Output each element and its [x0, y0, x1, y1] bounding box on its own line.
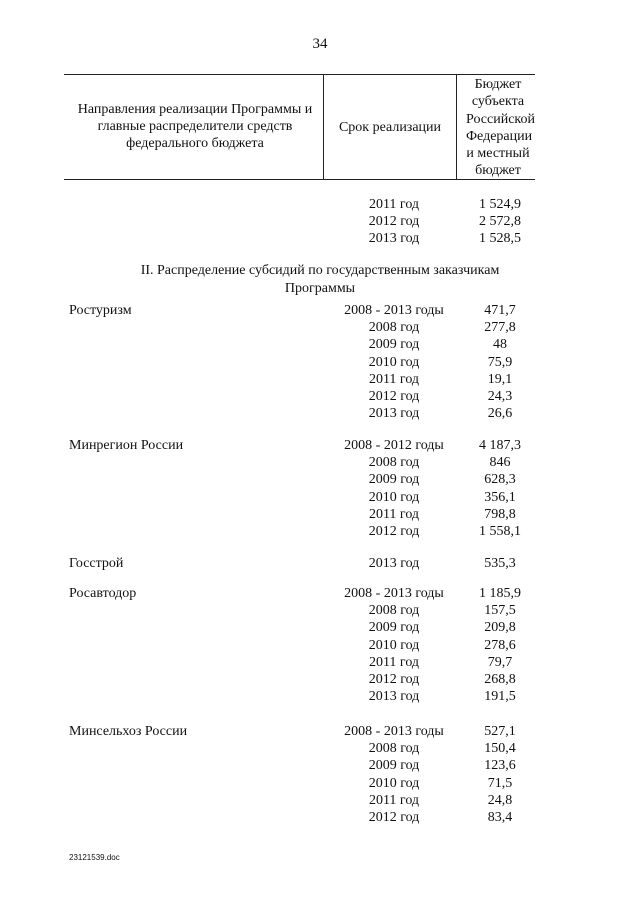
- value-cell: 19,1: [487, 371, 513, 387]
- year-cell: 2008 год: [368, 741, 420, 757]
- value-cell: 846: [489, 455, 511, 471]
- value-cell: 83,4: [487, 809, 513, 825]
- value-cell: 157,5: [484, 603, 516, 619]
- value-cell: 79,7: [487, 654, 513, 670]
- year-cell: 2008 - 2013 годы: [344, 586, 444, 601]
- year-cell: 2010 год: [368, 489, 420, 505]
- year-cell: 2013 год: [368, 231, 420, 247]
- value-cell: 278,6: [484, 637, 516, 653]
- value-cell: 4 187,3: [479, 438, 521, 453]
- value-cell: 123,6: [484, 758, 516, 774]
- table-row: [0, 757, 640, 774]
- year-cell: 2012 год: [368, 523, 420, 539]
- agency-name: Минсельхоз России: [69, 724, 188, 739]
- table-row: [0, 471, 640, 488]
- year-cell: 2010 год: [368, 637, 420, 653]
- year-cell: 2013 год: [368, 556, 420, 571]
- table-row: [0, 585, 640, 602]
- header-col-period: Срок реализации: [338, 120, 442, 135]
- value-cell: 1 185,9: [479, 586, 521, 601]
- table-row: [0, 302, 640, 319]
- table-row: [0, 354, 640, 371]
- value-cell: 471,7: [484, 303, 516, 318]
- value-cell: 527,1: [484, 724, 516, 739]
- header-divider-1: [323, 74, 324, 179]
- value-cell: 798,8: [484, 506, 516, 522]
- year-cell: 2009 год: [368, 620, 420, 636]
- table-row: [0, 555, 640, 572]
- table-row: [0, 454, 640, 471]
- year-cell: 2012 год: [368, 388, 420, 404]
- year-cell: 2013 год: [368, 689, 420, 705]
- table-row: [0, 775, 640, 792]
- table-row: [0, 336, 640, 353]
- table-row: [0, 792, 640, 809]
- header-col-directions: Направления реализации Программы и главные распределители средств федерального бюджета: [77, 102, 313, 151]
- page-number: 34: [312, 36, 328, 52]
- table-row: [0, 230, 640, 247]
- year-cell: 2012 год: [368, 671, 420, 687]
- year-cell: 2013 год: [368, 406, 420, 422]
- year-cell: 2011 год: [368, 371, 420, 387]
- agency-group-rosturizm: [0, 302, 640, 422]
- value-cell: 1 524,9: [479, 197, 521, 212]
- table-row: [0, 371, 640, 388]
- section-title: II. Распределение субсидий по государственным заказчикам Программы: [140, 263, 500, 296]
- table-row: [0, 740, 640, 757]
- table-row: [0, 506, 640, 523]
- agency-name: Минрегион России: [69, 438, 184, 453]
- table-row: [0, 213, 640, 230]
- year-cell: 2008 год: [368, 320, 420, 336]
- value-cell: 191,5: [484, 689, 516, 705]
- year-cell: 2010 год: [368, 354, 420, 370]
- year-cell: 2008 - 2013 годы: [344, 303, 444, 318]
- header-col-regional-budget: Бюджет субъекта Российской Федерации и местный бюджет: [466, 77, 535, 179]
- agency-group-minselkhoz: [0, 723, 640, 826]
- table-row: [0, 654, 640, 671]
- year-cell: 2011 год: [368, 792, 420, 808]
- year-cell: 2010 год: [368, 775, 420, 791]
- continuation-rows: [0, 196, 640, 248]
- agency-group-minregion: [0, 437, 640, 540]
- agency-group-rosavtodor: [0, 585, 640, 705]
- table-row: [0, 688, 640, 705]
- table-row: [0, 619, 640, 636]
- value-cell: 71,5: [487, 775, 513, 791]
- value-cell: 48: [493, 337, 507, 353]
- table-row: [0, 723, 640, 740]
- year-cell: 2009 год: [368, 758, 420, 774]
- value-cell: 26,6: [487, 406, 513, 422]
- header-bottom-rule: [64, 179, 535, 180]
- value-cell: 628,3: [484, 472, 516, 488]
- year-cell: 2012 год: [368, 214, 420, 230]
- table-row: [0, 196, 640, 213]
- table-row: [0, 809, 640, 826]
- agency-name: Госстрой: [69, 556, 124, 571]
- table-row: [0, 437, 640, 454]
- value-cell: 24,8: [487, 792, 513, 808]
- value-cell: 150,4: [484, 741, 516, 757]
- value-cell: 209,8: [484, 620, 516, 636]
- value-cell: 1 558,1: [479, 523, 521, 539]
- table-row: [0, 319, 640, 336]
- year-cell: 2011 год: [368, 197, 420, 212]
- table-row: [0, 489, 640, 506]
- year-cell: 2008 год: [368, 455, 420, 471]
- table-row: [0, 523, 640, 540]
- year-cell: 2009 год: [368, 472, 420, 488]
- value-cell: 75,9: [487, 354, 513, 370]
- value-cell: 535,3: [484, 556, 516, 571]
- year-cell: 2011 год: [368, 506, 420, 522]
- year-cell: 2008 - 2013 годы: [344, 724, 444, 739]
- value-cell: 356,1: [484, 489, 516, 505]
- year-cell: 2012 год: [368, 809, 420, 825]
- year-cell: 2009 год: [368, 337, 420, 353]
- table-row: [0, 637, 640, 654]
- value-cell: 1 528,5: [479, 231, 521, 247]
- agency-name: Росавтодор: [69, 586, 137, 601]
- value-cell: 277,8: [484, 320, 516, 336]
- table-row: [0, 602, 640, 619]
- agency-group-gosstroy: [0, 555, 640, 572]
- year-cell: 2008 - 2012 годы: [344, 438, 444, 453]
- footer-doc-id: 23121539.doc: [69, 853, 120, 862]
- table-row: [0, 671, 640, 688]
- value-cell: 24,3: [487, 388, 513, 404]
- value-cell: 2 572,8: [479, 214, 521, 230]
- value-cell: 268,8: [484, 671, 516, 687]
- year-cell: 2008 год: [368, 603, 420, 619]
- agency-name: Ростуризм: [69, 303, 132, 318]
- year-cell: 2011 год: [368, 654, 420, 670]
- header-top-rule: [64, 74, 535, 75]
- header-divider-2: [456, 74, 457, 179]
- table-row: [0, 388, 640, 405]
- table-row: [0, 405, 640, 422]
